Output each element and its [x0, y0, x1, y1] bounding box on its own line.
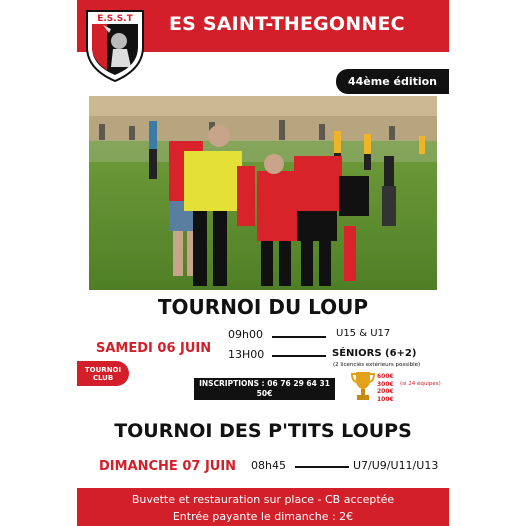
category-u15-u17: U15 & U17	[336, 328, 391, 339]
sunday-date: DIMANCHE 07 JUIN	[99, 459, 237, 474]
seniors-note: (2 licenciés extérieurs possible)	[333, 362, 421, 368]
category-youth: U7/U9/U11/U13	[353, 459, 439, 472]
trophy-icon	[351, 370, 375, 402]
club-crest-logo	[83, 7, 147, 83]
saturday-date: SAMEDI 06 JUIN	[96, 341, 212, 356]
time-0845: 08h45	[251, 459, 286, 472]
badge-line1: TOURNOI	[84, 366, 122, 374]
prize-3: 200€	[377, 388, 394, 395]
poster	[77, 0, 449, 526]
prize-note: (si 24 équipes)	[400, 381, 441, 387]
time-1300: 13H00	[228, 348, 265, 361]
dash-line	[272, 355, 326, 357]
tournoi-club-badge	[77, 361, 129, 386]
footer-line1: Buvette et restauration sur place - CB acceptée	[131, 493, 395, 506]
category-seniors: SÉNIORS (6+2)	[332, 348, 417, 359]
prize-4: 100€	[377, 395, 394, 403]
inscriptions-phone: INSCRIPTIONS : 06 76 29 64 31	[199, 379, 330, 388]
dash-line	[295, 466, 349, 468]
prize-2: 300€	[377, 380, 394, 388]
tournoi-du-loup-title: TOURNOI DU LOUP	[157, 295, 369, 319]
inscriptions-box	[194, 378, 335, 400]
inscriptions-price: 50€	[256, 389, 273, 398]
prize-list	[377, 373, 394, 403]
team-huddle-photo	[89, 96, 437, 290]
time-0900: 09h00	[228, 328, 263, 341]
badge-line2: CLUB	[92, 374, 114, 382]
dash-line	[272, 336, 326, 338]
logo-text: E.S.S.T	[97, 14, 133, 24]
prize-1: 600€	[377, 373, 394, 380]
club-name-title: ES SAINT-THEGONNEC	[169, 13, 405, 35]
tournoi-ptits-loups-title: TOURNOI DES P'TITS LOUPS	[114, 420, 412, 442]
edition-badge: 44ème édition	[336, 69, 449, 94]
footer-band	[77, 488, 449, 526]
footer-line2: Entrée payante le dimanche : 2€	[172, 510, 354, 523]
